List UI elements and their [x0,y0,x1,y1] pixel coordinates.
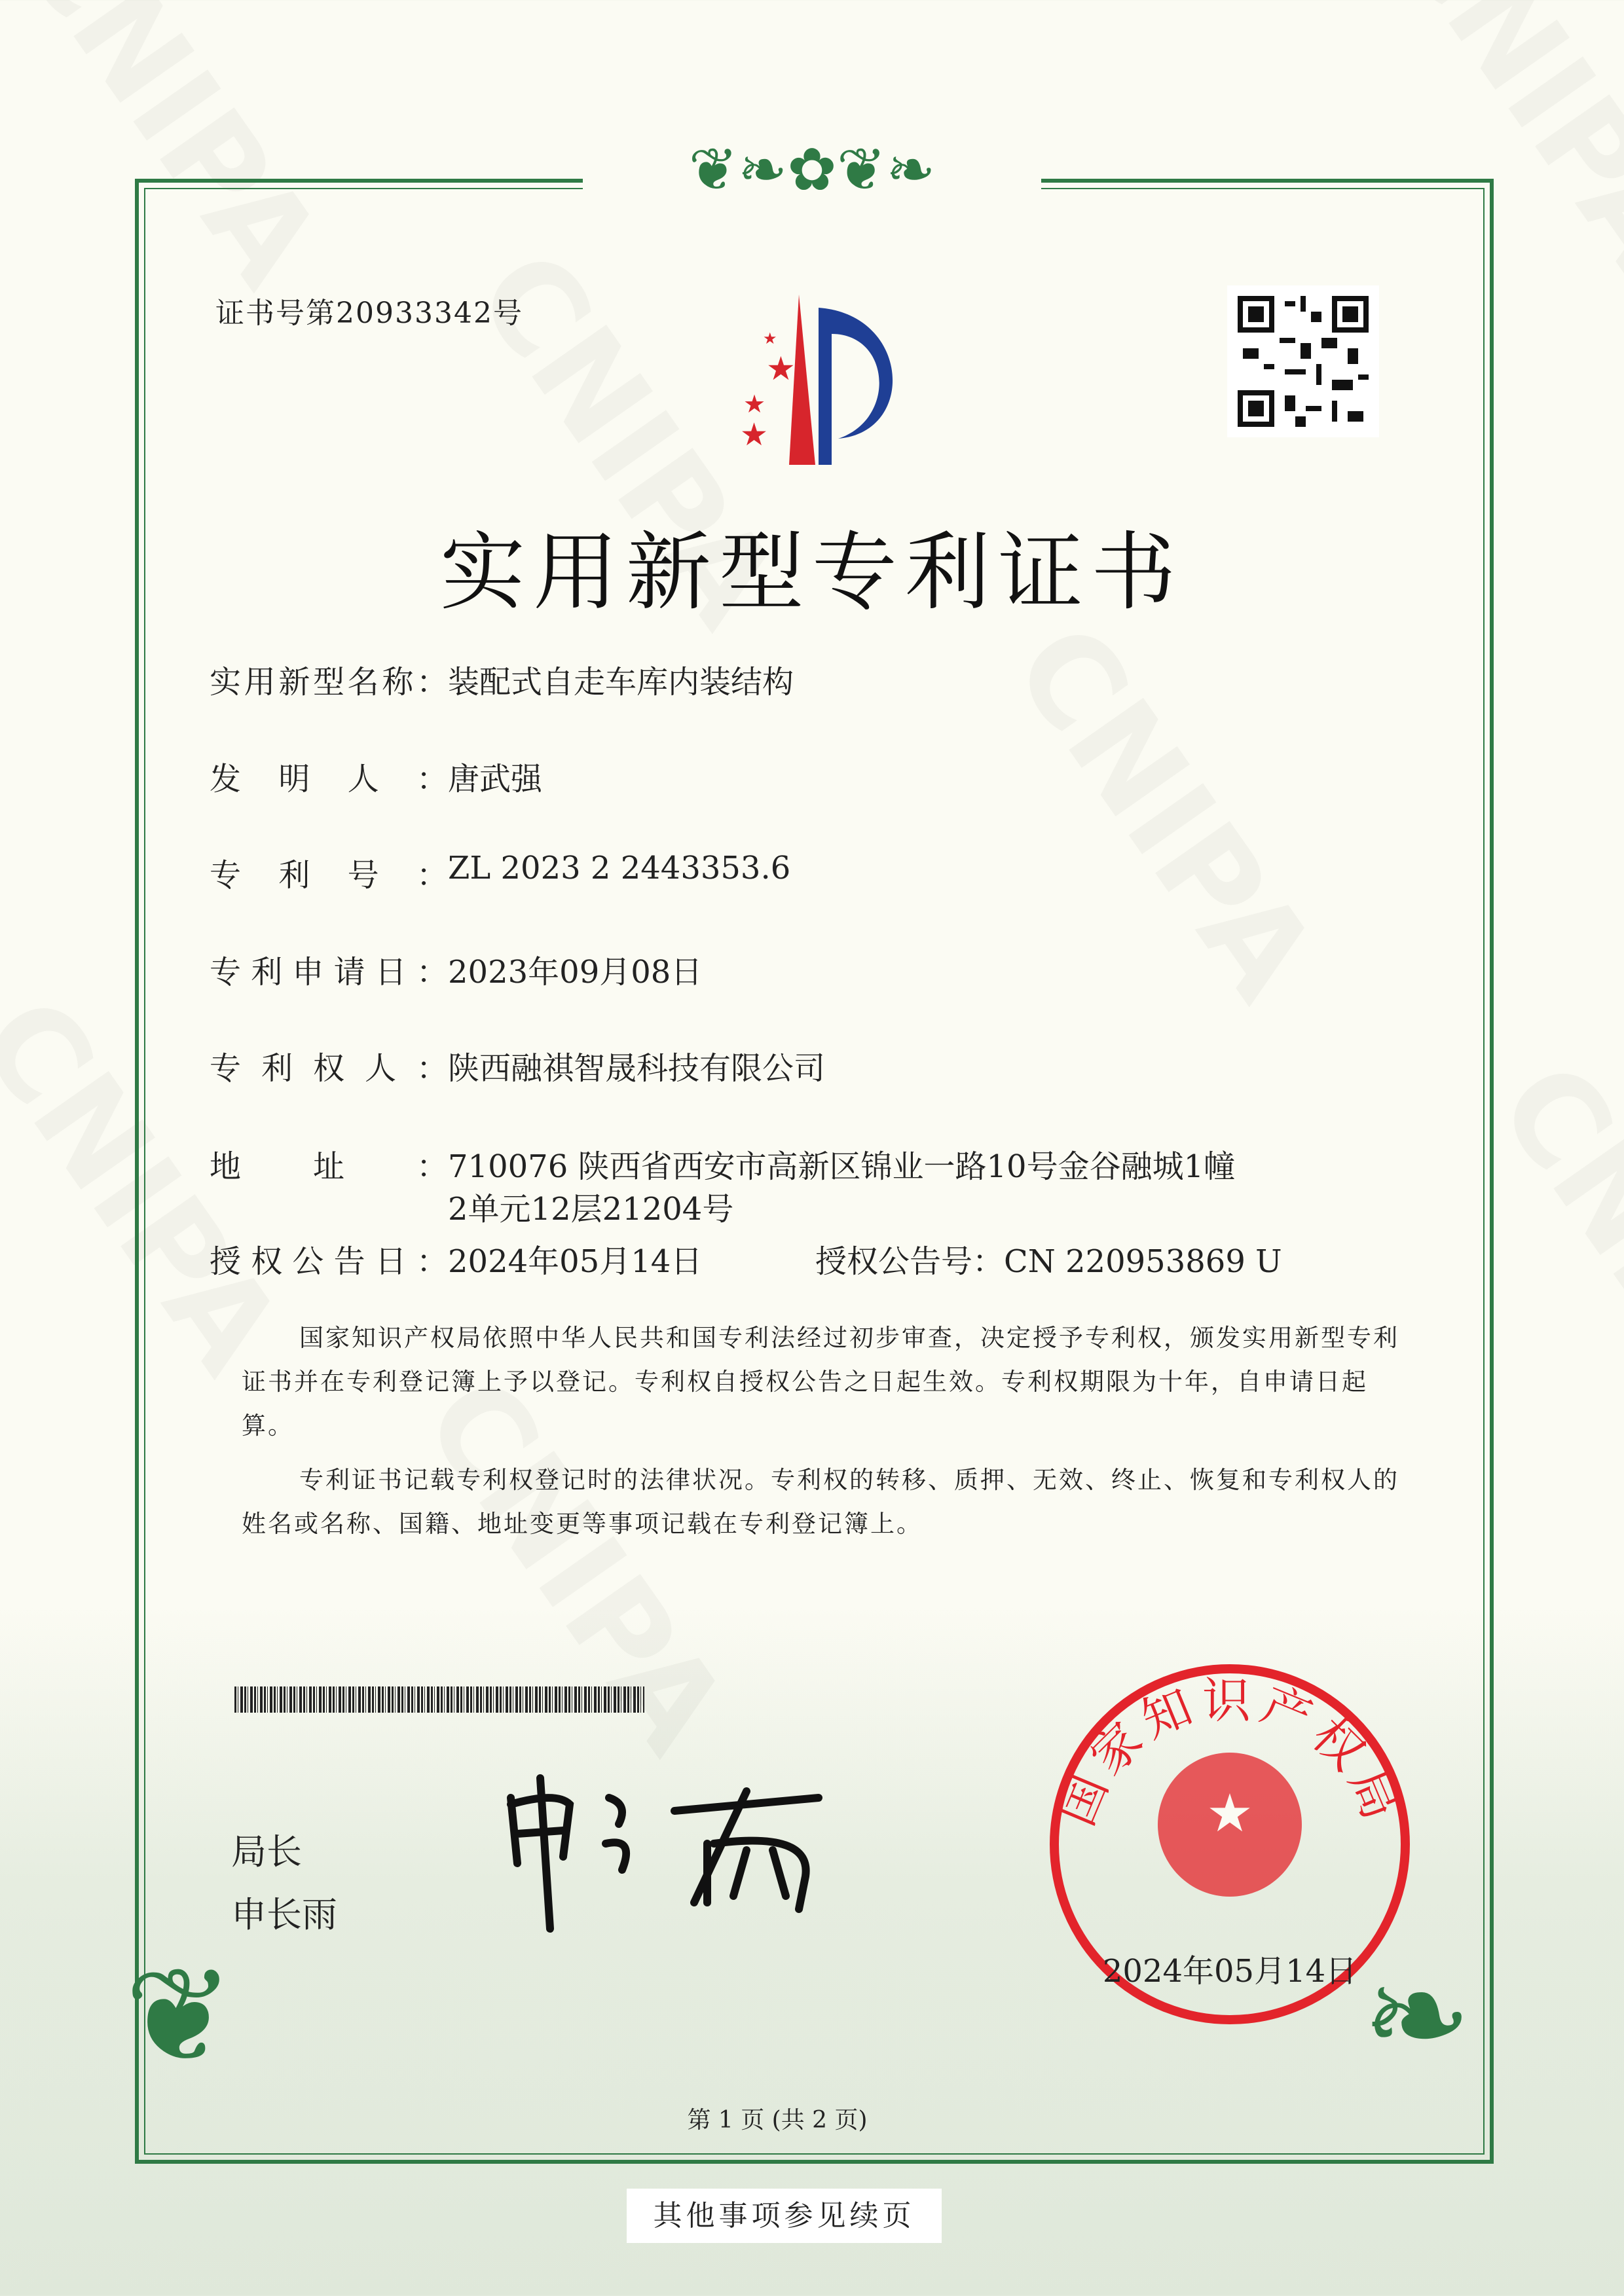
page-title: 实用新型专利证书 [439,522,1184,622]
svg-text:★: ★ [766,350,796,388]
field-grant-date: 授权公告日： 2024年05月14日 [210,1243,703,1280]
svg-text:★: ★ [743,390,766,418]
continued-note: 其他事项参见续页 [627,2189,942,2243]
field-address: 地址： 710076 陕西省西安市高新区锦业一路10号金谷融城1幢 2单元12层21204号 [210,1148,1236,1228]
statement-paragraph: 国家知识产权局依照中华人民共和国专利法经过初步审查，决定授予专利权，颁发实用新型专利证书并在专利登记簿上予以登记。专利权自授权公告之日起生效。专利权期限为十年，自申请日起算。 [242,1324,1399,1440]
director-title: 局长 [231,1831,302,1872]
field-patentee: 专利权人： 陕西融祺智晟科技有限公司 [210,1050,826,1087]
svg-text:国家知识产权局: 国家知识产权局 [1048,1673,1412,1834]
field-grant-pub-number: 授权公告号：CN 220953869 U [815,1243,1282,1280]
director-name: 申长雨 [231,1894,337,1935]
seal-date: 2024年05月14日 [1102,1953,1357,1990]
certificate-number: 证书号第20933342号 [215,297,523,330]
field-inventor: 发明人： 唐武强 [210,761,543,797]
top-ornament-icon: ❦❧✿❦❧ [583,141,1041,200]
svg-text:★: ★ [740,416,769,453]
corner-ornament-icon: ❧ [1362,1940,1472,2092]
qr-code [1227,285,1379,437]
cnipa-logo-icon [701,288,936,471]
svg-text:★: ★ [763,329,777,348]
statement-paragraph: 专利证书记载专利权登记时的法律状况。专利权的转移、质押、无效、终止、恢复和专利权人的姓名或名称、国籍、地址变更等事项记载在专利登记簿上。 [242,1466,1399,1538]
barcode [234,1686,644,1713]
signature [498,1772,838,1935]
field-patent-number: 专利号： ZL 2023 2 2443353.6 [210,850,791,894]
field-application-date: 专利申请日： 2023年09月08日 [210,954,703,991]
official-seal [1046,1661,1413,2028]
svg-text:★: ★ [1206,1783,1253,1844]
corner-ornament-icon: ❦ [124,1940,234,2092]
page-indicator: 第 1 页 (共 2 页) [687,2107,868,2134]
field-name: 实用新型名称： 装配式自走车库内装结构 [210,664,794,701]
